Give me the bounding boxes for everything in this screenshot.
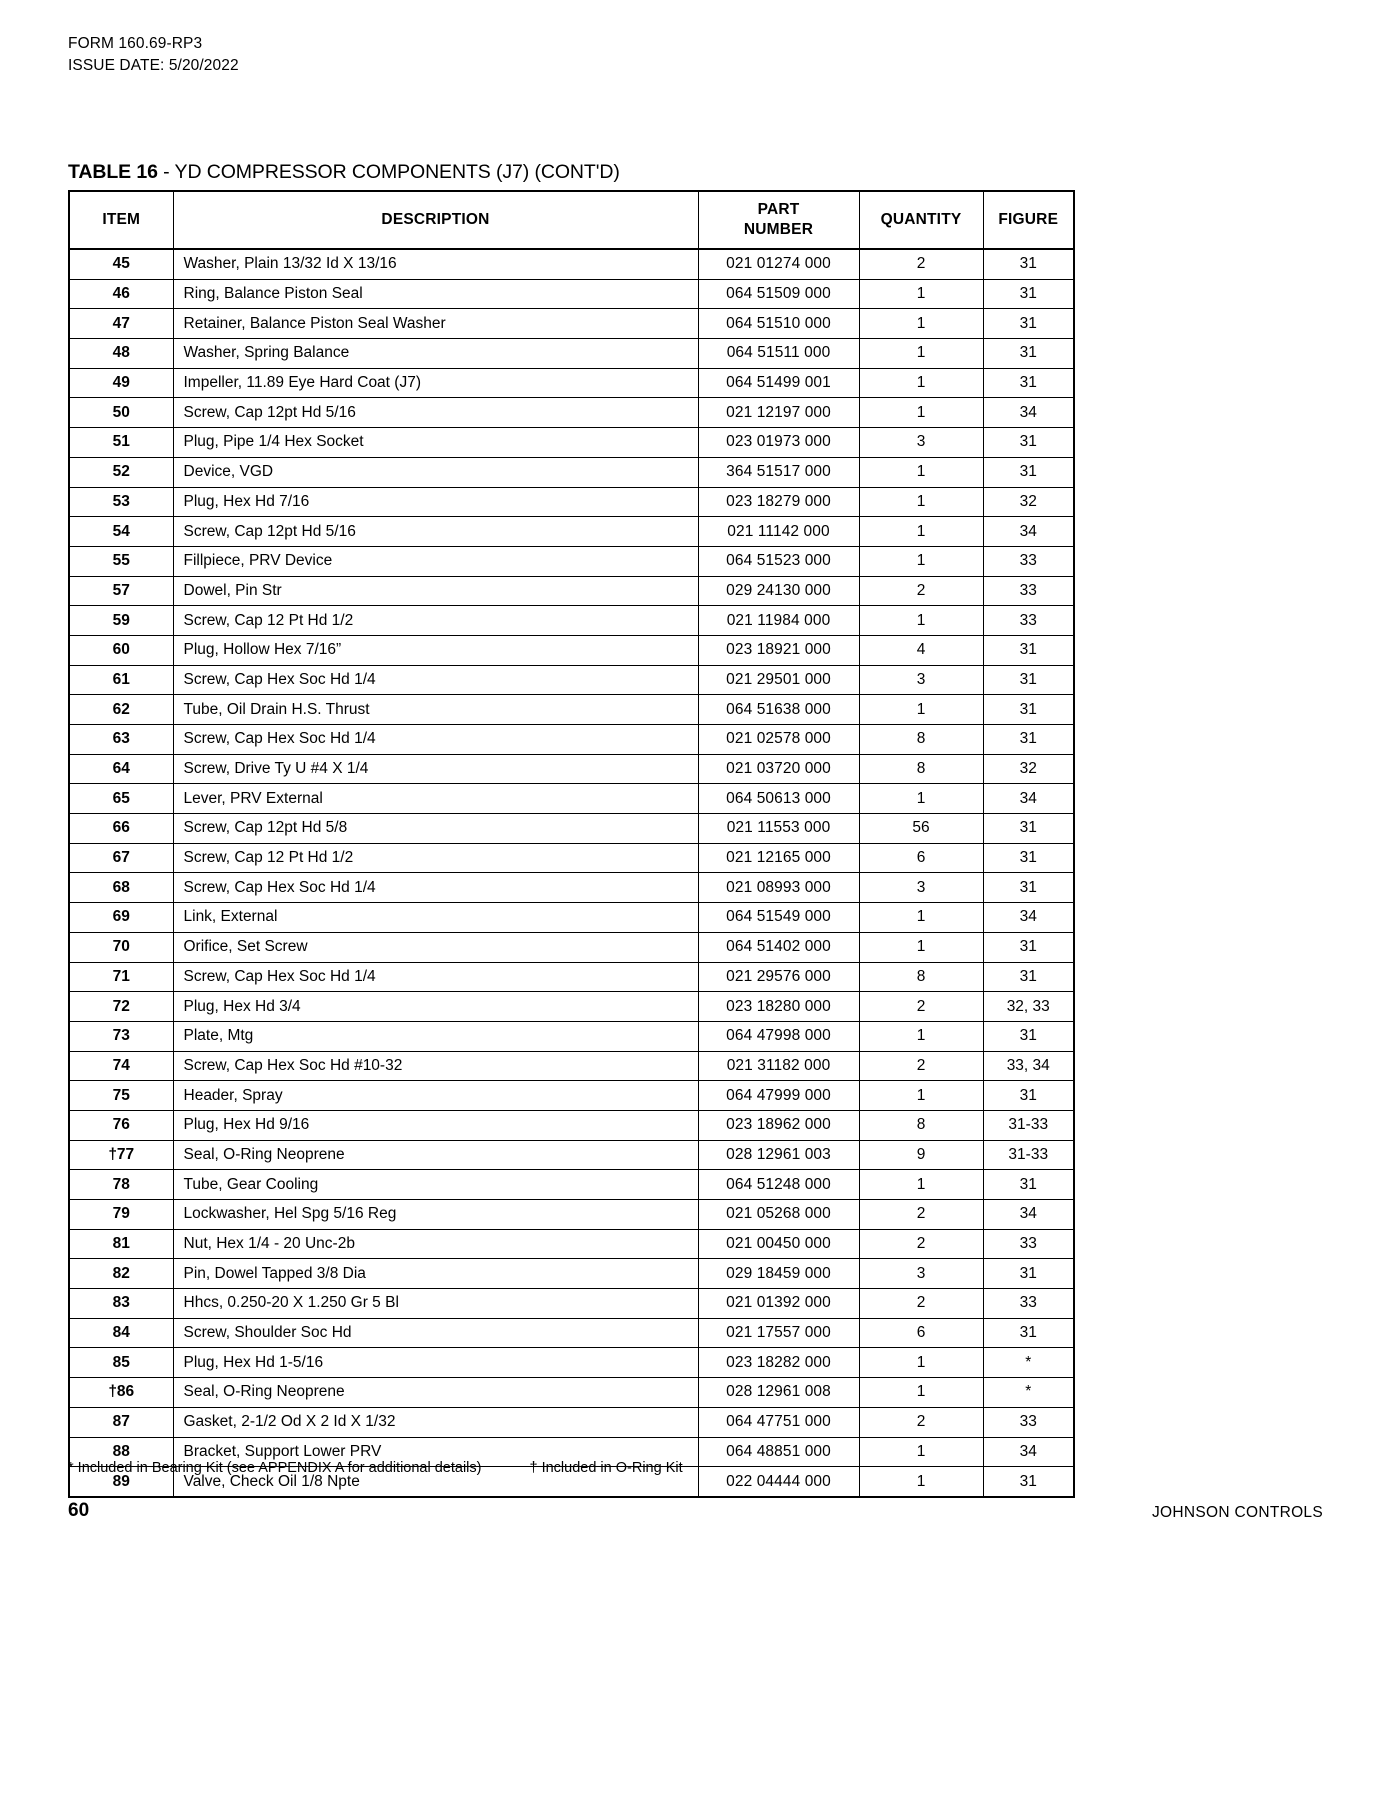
row-part-number: 021 11984 000	[698, 606, 859, 636]
row-description: Seal, O-Ring Neoprene	[173, 1378, 698, 1408]
row-item-number: 89	[69, 1467, 173, 1497]
row-item-number: 46	[69, 279, 173, 309]
row-item-number: 57	[69, 576, 173, 606]
document-header	[68, 33, 239, 77]
row-description: Gasket, 2-1/2 Od X 2 Id X 1/32	[173, 1407, 698, 1437]
row-quantity: 1	[859, 606, 983, 636]
row-description: Nut, Hex 1/4 - 20 Unc-2b	[173, 1229, 698, 1259]
row-item-number: 82	[69, 1259, 173, 1289]
row-figure: 31	[983, 1081, 1074, 1111]
row-figure: 34	[983, 1200, 1074, 1230]
row-description: Screw, Cap 12 Pt Hd 1/2	[173, 843, 698, 873]
row-item-number: 74	[69, 1051, 173, 1081]
row-part-number: 021 00450 000	[698, 1229, 859, 1259]
table-row	[69, 1110, 1074, 1140]
row-figure: 32	[983, 754, 1074, 784]
row-figure: 31	[983, 725, 1074, 755]
row-description: Plug, Hex Hd 3/4	[173, 992, 698, 1022]
row-figure: 31	[983, 962, 1074, 992]
row-description: Bracket, Support Lower PRV	[173, 1437, 698, 1467]
column-header-part-line2: NUMBER	[743, 221, 814, 238]
row-figure: 34	[983, 1437, 1074, 1467]
row-part-number: 021 08993 000	[698, 873, 859, 903]
row-quantity: 1	[859, 487, 983, 517]
table-row	[69, 873, 1074, 903]
row-part-number: 021 03720 000	[698, 754, 859, 784]
row-figure: 33	[983, 546, 1074, 576]
row-quantity: 1	[859, 1378, 983, 1408]
row-figure: 34	[983, 903, 1074, 933]
row-item-number: 52	[69, 457, 173, 487]
row-item-number: 88	[69, 1437, 173, 1467]
row-description: Pin, Dowel Tapped 3/8 Dia	[173, 1259, 698, 1289]
column-header-item: ITEM	[69, 191, 173, 249]
row-quantity: 1	[859, 784, 983, 814]
table-row	[69, 309, 1074, 339]
row-quantity: 3	[859, 428, 983, 458]
row-figure: 33, 34	[983, 1051, 1074, 1081]
row-description: Plate, Mtg	[173, 1021, 698, 1051]
row-description: Lever, PRV External	[173, 784, 698, 814]
row-item-number: 64	[69, 754, 173, 784]
row-figure: 31-33	[983, 1110, 1074, 1140]
row-figure: 32	[983, 487, 1074, 517]
table-title	[68, 161, 620, 184]
row-quantity: 1	[859, 339, 983, 369]
row-description: Screw, Cap Hex Soc Hd #10-32	[173, 1051, 698, 1081]
row-item-number: 79	[69, 1200, 173, 1230]
row-part-number: 064 51523 000	[698, 546, 859, 576]
row-figure: 34	[983, 517, 1074, 547]
row-description: Screw, Cap Hex Soc Hd 1/4	[173, 873, 698, 903]
row-description: Plug, Hex Hd 7/16	[173, 487, 698, 517]
row-figure: 31	[983, 339, 1074, 369]
row-description: Dowel, Pin Str	[173, 576, 698, 606]
row-description: Screw, Cap 12pt Hd 5/16	[173, 398, 698, 428]
row-figure: 31	[983, 843, 1074, 873]
row-figure: 34	[983, 398, 1074, 428]
row-part-number: 021 01392 000	[698, 1289, 859, 1319]
table-row	[69, 1289, 1074, 1319]
row-item-number: 48	[69, 339, 173, 369]
row-description: Screw, Cap 12pt Hd 5/8	[173, 814, 698, 844]
row-part-number: 023 01973 000	[698, 428, 859, 458]
row-description: Impeller, 11.89 Eye Hard Coat (J7)	[173, 368, 698, 398]
row-item-number: 85	[69, 1348, 173, 1378]
table-row	[69, 932, 1074, 962]
row-figure: 31	[983, 665, 1074, 695]
row-description: Plug, Hex Hd 9/16	[173, 1110, 698, 1140]
row-description: Washer, Spring Balance	[173, 339, 698, 369]
row-quantity: 1	[859, 695, 983, 725]
row-quantity: 8	[859, 1110, 983, 1140]
table-row	[69, 1200, 1074, 1230]
table-row	[69, 814, 1074, 844]
row-quantity: 3	[859, 873, 983, 903]
table-row	[69, 487, 1074, 517]
row-item-number: 70	[69, 932, 173, 962]
row-part-number: 064 51509 000	[698, 279, 859, 309]
row-quantity: 1	[859, 368, 983, 398]
row-item-number: 51	[69, 428, 173, 458]
row-figure: 31	[983, 249, 1074, 279]
row-figure: 31	[983, 279, 1074, 309]
row-item-number: 75	[69, 1081, 173, 1111]
row-part-number: 023 18279 000	[698, 487, 859, 517]
row-figure: 33	[983, 576, 1074, 606]
row-quantity: 6	[859, 1318, 983, 1348]
row-item-number: 78	[69, 1170, 173, 1200]
row-figure: 31	[983, 457, 1074, 487]
row-description: Plug, Hex Hd 1-5/16	[173, 1348, 698, 1378]
row-figure: 31	[983, 428, 1074, 458]
row-quantity: 1	[859, 457, 983, 487]
row-quantity: 2	[859, 992, 983, 1022]
footnote-dagger: † Included in O-Ring Kit	[529, 1460, 683, 1476]
table-row	[69, 546, 1074, 576]
table-row	[69, 249, 1074, 279]
row-part-number: 064 51511 000	[698, 339, 859, 369]
row-part-number: 021 02578 000	[698, 725, 859, 755]
row-item-number: 62	[69, 695, 173, 725]
row-item-number: 54	[69, 517, 173, 547]
row-figure: 31	[983, 368, 1074, 398]
row-part-number: 021 11142 000	[698, 517, 859, 547]
row-quantity: 8	[859, 754, 983, 784]
row-quantity: 8	[859, 962, 983, 992]
table-row	[69, 992, 1074, 1022]
row-description: Screw, Shoulder Soc Hd	[173, 1318, 698, 1348]
row-figure: 33	[983, 606, 1074, 636]
row-quantity: 9	[859, 1140, 983, 1170]
row-figure: 33	[983, 1407, 1074, 1437]
row-part-number: 064 51510 000	[698, 309, 859, 339]
column-header-part-line1: PART	[757, 201, 800, 219]
table-row	[69, 457, 1074, 487]
row-figure: 31	[983, 1170, 1074, 1200]
table-title-description: - YD COMPRESSOR COMPONENTS (J7) (CONT'D)	[157, 161, 620, 183]
row-quantity: 2	[859, 1289, 983, 1319]
row-quantity: 8	[859, 725, 983, 755]
table-row	[69, 1170, 1074, 1200]
row-item-number: 73	[69, 1021, 173, 1051]
row-quantity: 4	[859, 635, 983, 665]
table-row	[69, 398, 1074, 428]
row-part-number: 028 12961 003	[698, 1140, 859, 1170]
table-row	[69, 635, 1074, 665]
table-row	[69, 784, 1074, 814]
row-quantity: 2	[859, 249, 983, 279]
row-figure: *	[983, 1348, 1074, 1378]
column-header-part-number	[698, 191, 859, 249]
row-quantity: 1	[859, 309, 983, 339]
row-part-number: 064 51549 000	[698, 903, 859, 933]
row-quantity: 1	[859, 546, 983, 576]
table-body	[69, 249, 1074, 1497]
table-row	[69, 725, 1074, 755]
table-row	[69, 1140, 1074, 1170]
row-quantity: 2	[859, 1051, 983, 1081]
row-part-number: 021 11553 000	[698, 814, 859, 844]
row-item-number: 61	[69, 665, 173, 695]
table-row	[69, 843, 1074, 873]
row-quantity: 1	[859, 279, 983, 309]
row-figure: 31-33	[983, 1140, 1074, 1170]
row-description: Screw, Cap 12pt Hd 5/16	[173, 517, 698, 547]
table-row	[69, 339, 1074, 369]
row-part-number: 021 17557 000	[698, 1318, 859, 1348]
row-quantity: 2	[859, 1229, 983, 1259]
row-description: Ring, Balance Piston Seal	[173, 279, 698, 309]
row-description: Screw, Cap Hex Soc Hd 1/4	[173, 962, 698, 992]
row-figure: 31	[983, 309, 1074, 339]
row-part-number: 021 29501 000	[698, 665, 859, 695]
row-figure: 33	[983, 1229, 1074, 1259]
row-item-number: 63	[69, 725, 173, 755]
row-part-number: 064 47999 000	[698, 1081, 859, 1111]
row-part-number: 021 12165 000	[698, 843, 859, 873]
row-quantity: 1	[859, 1437, 983, 1467]
table-row	[69, 1259, 1074, 1289]
row-part-number: 021 05268 000	[698, 1200, 859, 1230]
row-item-number: 71	[69, 962, 173, 992]
row-description: Screw, Cap Hex Soc Hd 1/4	[173, 725, 698, 755]
row-description: Seal, O-Ring Neoprene	[173, 1140, 698, 1170]
table-row	[69, 1229, 1074, 1259]
table-row	[69, 517, 1074, 547]
row-description: Valve, Check Oil 1/8 Npte	[173, 1467, 698, 1497]
row-part-number: 021 31182 000	[698, 1051, 859, 1081]
row-figure: 31	[983, 635, 1074, 665]
row-quantity: 1	[859, 1467, 983, 1497]
row-part-number: 021 29576 000	[698, 962, 859, 992]
row-part-number: 023 18921 000	[698, 635, 859, 665]
row-part-number: 364 51517 000	[698, 457, 859, 487]
row-part-number: 064 51402 000	[698, 932, 859, 962]
row-description: Plug, Pipe 1/4 Hex Socket	[173, 428, 698, 458]
row-part-number: 029 24130 000	[698, 576, 859, 606]
column-header-quantity: QUANTITY	[859, 191, 983, 249]
row-quantity: 2	[859, 1407, 983, 1437]
table-row	[69, 606, 1074, 636]
row-item-number: 68	[69, 873, 173, 903]
row-quantity: 1	[859, 398, 983, 428]
table-row	[69, 1051, 1074, 1081]
row-figure: 33	[983, 1289, 1074, 1319]
row-quantity: 1	[859, 932, 983, 962]
row-part-number: 064 48851 000	[698, 1437, 859, 1467]
row-item-number: 50	[69, 398, 173, 428]
row-description: Link, External	[173, 903, 698, 933]
row-part-number: 064 51499 001	[698, 368, 859, 398]
row-part-number: 023 18962 000	[698, 1110, 859, 1140]
row-quantity: 1	[859, 1348, 983, 1378]
page-number: 60	[68, 1500, 90, 1521]
row-figure: 31	[983, 1021, 1074, 1051]
row-description: Orifice, Set Screw	[173, 932, 698, 962]
row-part-number: 022 04444 000	[698, 1467, 859, 1497]
footnotes	[68, 1460, 683, 1476]
table-header-row	[69, 191, 1074, 249]
table-row	[69, 428, 1074, 458]
table-row	[69, 1348, 1074, 1378]
table-row	[69, 1081, 1074, 1111]
row-item-number: 87	[69, 1407, 173, 1437]
row-part-number: 021 01274 000	[698, 249, 859, 279]
row-item-number: 49	[69, 368, 173, 398]
table-row	[69, 576, 1074, 606]
row-part-number: 064 51248 000	[698, 1170, 859, 1200]
column-header-figure: FIGURE	[983, 191, 1074, 249]
row-item-number: 72	[69, 992, 173, 1022]
row-part-number: 021 12197 000	[698, 398, 859, 428]
row-quantity: 1	[859, 1021, 983, 1051]
row-item-number: 76	[69, 1110, 173, 1140]
row-figure: 31	[983, 695, 1074, 725]
row-part-number: 029 18459 000	[698, 1259, 859, 1289]
row-figure: 31	[983, 1259, 1074, 1289]
row-item-number: 45	[69, 249, 173, 279]
row-description: Device, VGD	[173, 457, 698, 487]
form-number: FORM 160.69-RP3	[68, 35, 203, 52]
row-quantity: 1	[859, 903, 983, 933]
row-quantity: 2	[859, 1200, 983, 1230]
table-row	[69, 1021, 1074, 1051]
table-row	[69, 665, 1074, 695]
table-row	[69, 279, 1074, 309]
row-description: Screw, Drive Ty U #4 X 1/4	[173, 754, 698, 784]
row-figure: *	[983, 1378, 1074, 1408]
row-quantity: 3	[859, 1259, 983, 1289]
row-item-number: 83	[69, 1289, 173, 1319]
row-quantity: 1	[859, 1081, 983, 1111]
row-item-number: 69	[69, 903, 173, 933]
table-row	[69, 1378, 1074, 1408]
row-item-number: 60	[69, 635, 173, 665]
table-row	[69, 962, 1074, 992]
row-quantity: 1	[859, 517, 983, 547]
row-item-number: 65	[69, 784, 173, 814]
row-description: Screw, Cap Hex Soc Hd 1/4	[173, 665, 698, 695]
row-figure: 31	[983, 932, 1074, 962]
row-quantity: 2	[859, 576, 983, 606]
row-description: Retainer, Balance Piston Seal Washer	[173, 309, 698, 339]
column-header-description: DESCRIPTION	[173, 191, 698, 249]
parts-table	[68, 190, 1075, 1498]
row-description: Screw, Cap 12 Pt Hd 1/2	[173, 606, 698, 636]
row-item-number: 53	[69, 487, 173, 517]
row-part-number: 028 12961 008	[698, 1378, 859, 1408]
row-part-number: 064 51638 000	[698, 695, 859, 725]
row-part-number: 064 50613 000	[698, 784, 859, 814]
row-description: Washer, Plain 13/32 Id X 13/16	[173, 249, 698, 279]
row-description: Tube, Gear Cooling	[173, 1170, 698, 1200]
row-description: Hhcs, 0.250-20 X 1.250 Gr 5 Bl	[173, 1289, 698, 1319]
row-quantity: 1	[859, 1170, 983, 1200]
table-row	[69, 1407, 1074, 1437]
row-figure: 31	[983, 1467, 1074, 1497]
row-figure: 32, 33	[983, 992, 1074, 1022]
row-figure: 31	[983, 814, 1074, 844]
table-row	[69, 754, 1074, 784]
row-item-number: 59	[69, 606, 173, 636]
footnote-asterisk: * Included in Bearing Kit (see APPENDIX A for additional details)	[68, 1460, 482, 1476]
row-item-number: 55	[69, 546, 173, 576]
table-row	[69, 903, 1074, 933]
row-quantity: 3	[859, 665, 983, 695]
row-item-number: 66	[69, 814, 173, 844]
row-item-number: †86	[69, 1378, 173, 1408]
row-figure: 31	[983, 1318, 1074, 1348]
row-quantity: 6	[859, 843, 983, 873]
row-description: Lockwasher, Hel Spg 5/16 Reg	[173, 1200, 698, 1230]
row-item-number: †77	[69, 1140, 173, 1170]
row-quantity: 56	[859, 814, 983, 844]
row-description: Tube, Oil Drain H.S. Thrust	[173, 695, 698, 725]
table-row	[69, 368, 1074, 398]
row-part-number: 064 47998 000	[698, 1021, 859, 1051]
row-item-number: 67	[69, 843, 173, 873]
issue-date: ISSUE DATE: 5/20/2022	[68, 57, 239, 74]
row-description: Header, Spray	[173, 1081, 698, 1111]
table-row	[69, 1318, 1074, 1348]
row-figure: 31	[983, 873, 1074, 903]
table-title-label: TABLE 16	[68, 161, 158, 183]
row-part-number: 064 47751 000	[698, 1407, 859, 1437]
row-item-number: 47	[69, 309, 173, 339]
row-figure: 34	[983, 784, 1074, 814]
row-description: Plug, Hollow Hex 7/16”	[173, 635, 698, 665]
row-item-number: 84	[69, 1318, 173, 1348]
company-name: JOHNSON CONTROLS	[1151, 1504, 1323, 1521]
row-description: Fillpiece, PRV Device	[173, 546, 698, 576]
row-part-number: 023 18282 000	[698, 1348, 859, 1378]
row-item-number: 81	[69, 1229, 173, 1259]
row-part-number: 023 18280 000	[698, 992, 859, 1022]
table-row	[69, 695, 1074, 725]
